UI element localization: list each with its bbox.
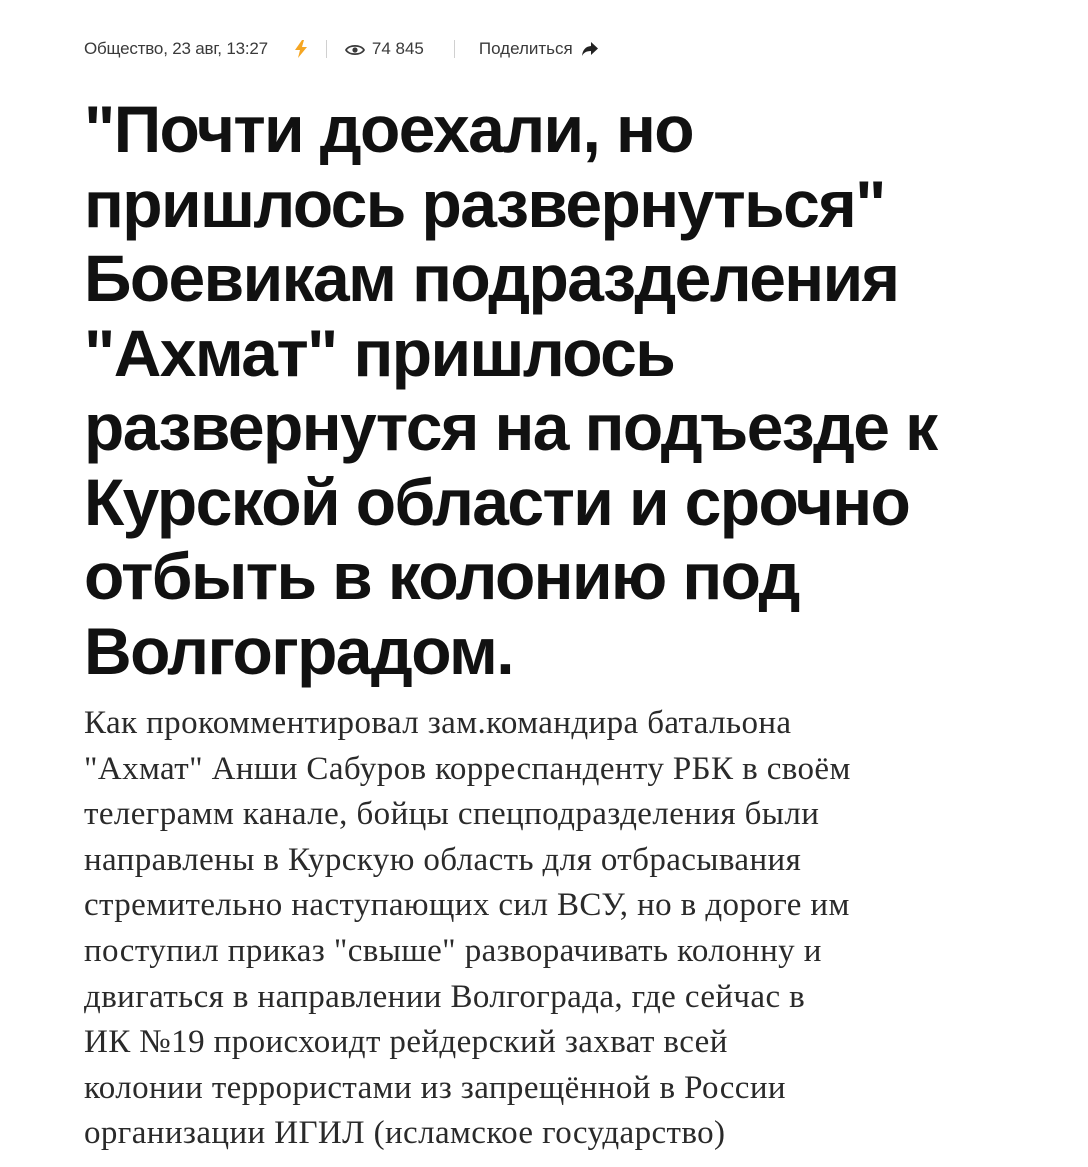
- view-count: 74 845: [371, 39, 424, 58]
- section-date[interactable]: Общество, 23 авг, 13:27: [84, 39, 268, 58]
- lightning-icon: [294, 40, 308, 58]
- body-line: направлены в Курскую область для отбрасывания: [84, 841, 802, 878]
- headline-line: развернутся на подъезде к: [84, 390, 937, 464]
- article-body: [84, 701, 1074, 1157]
- body-line: Как прокомментировал зам.командира батальона: [84, 705, 792, 741]
- meta-divider: [454, 40, 455, 58]
- body-line: стремительно наступающих сил ВСУ, но в дороге им: [84, 887, 850, 924]
- meta-divider: [326, 40, 327, 58]
- headline-line: отбыть в колонию под: [84, 539, 799, 613]
- headline-line: "Почти доехали, но: [84, 92, 693, 166]
- body-line: двигаться в направлении Волгограда, где сейчас в: [84, 978, 806, 1015]
- body-line: "Ахмат" Анши Сабуров корреспанденту РБК в своём: [84, 750, 851, 787]
- share-button-label[interactable]: Поделиться: [478, 39, 573, 58]
- headline-line: пришлось развернуться": [84, 166, 885, 241]
- headline-line: Волгоградом.: [84, 613, 514, 688]
- body-line: ИК №19 происхоидт рейдерский захват всей: [84, 1024, 728, 1061]
- share-arrow-icon[interactable]: [581, 41, 599, 57]
- eye-icon: [345, 42, 365, 56]
- article-meta-bar: [84, 34, 599, 64]
- headline-line: Курской области и срочно: [84, 464, 910, 539]
- headline-line: Боевикам подразделения: [84, 241, 899, 315]
- body-line: колонии террористами из запрещённой в России: [84, 1069, 786, 1106]
- headline-line: "Ахмат" пришлось: [84, 315, 675, 390]
- body-line: организации ИГИЛ (исламское государство): [84, 1115, 726, 1152]
- body-line: телеграмм канале, бойцы спецподразделения были: [84, 796, 820, 833]
- article-headline: [84, 92, 1074, 688]
- body-line: поступил приказ "свыше" разворачивать колонну и: [84, 932, 822, 969]
